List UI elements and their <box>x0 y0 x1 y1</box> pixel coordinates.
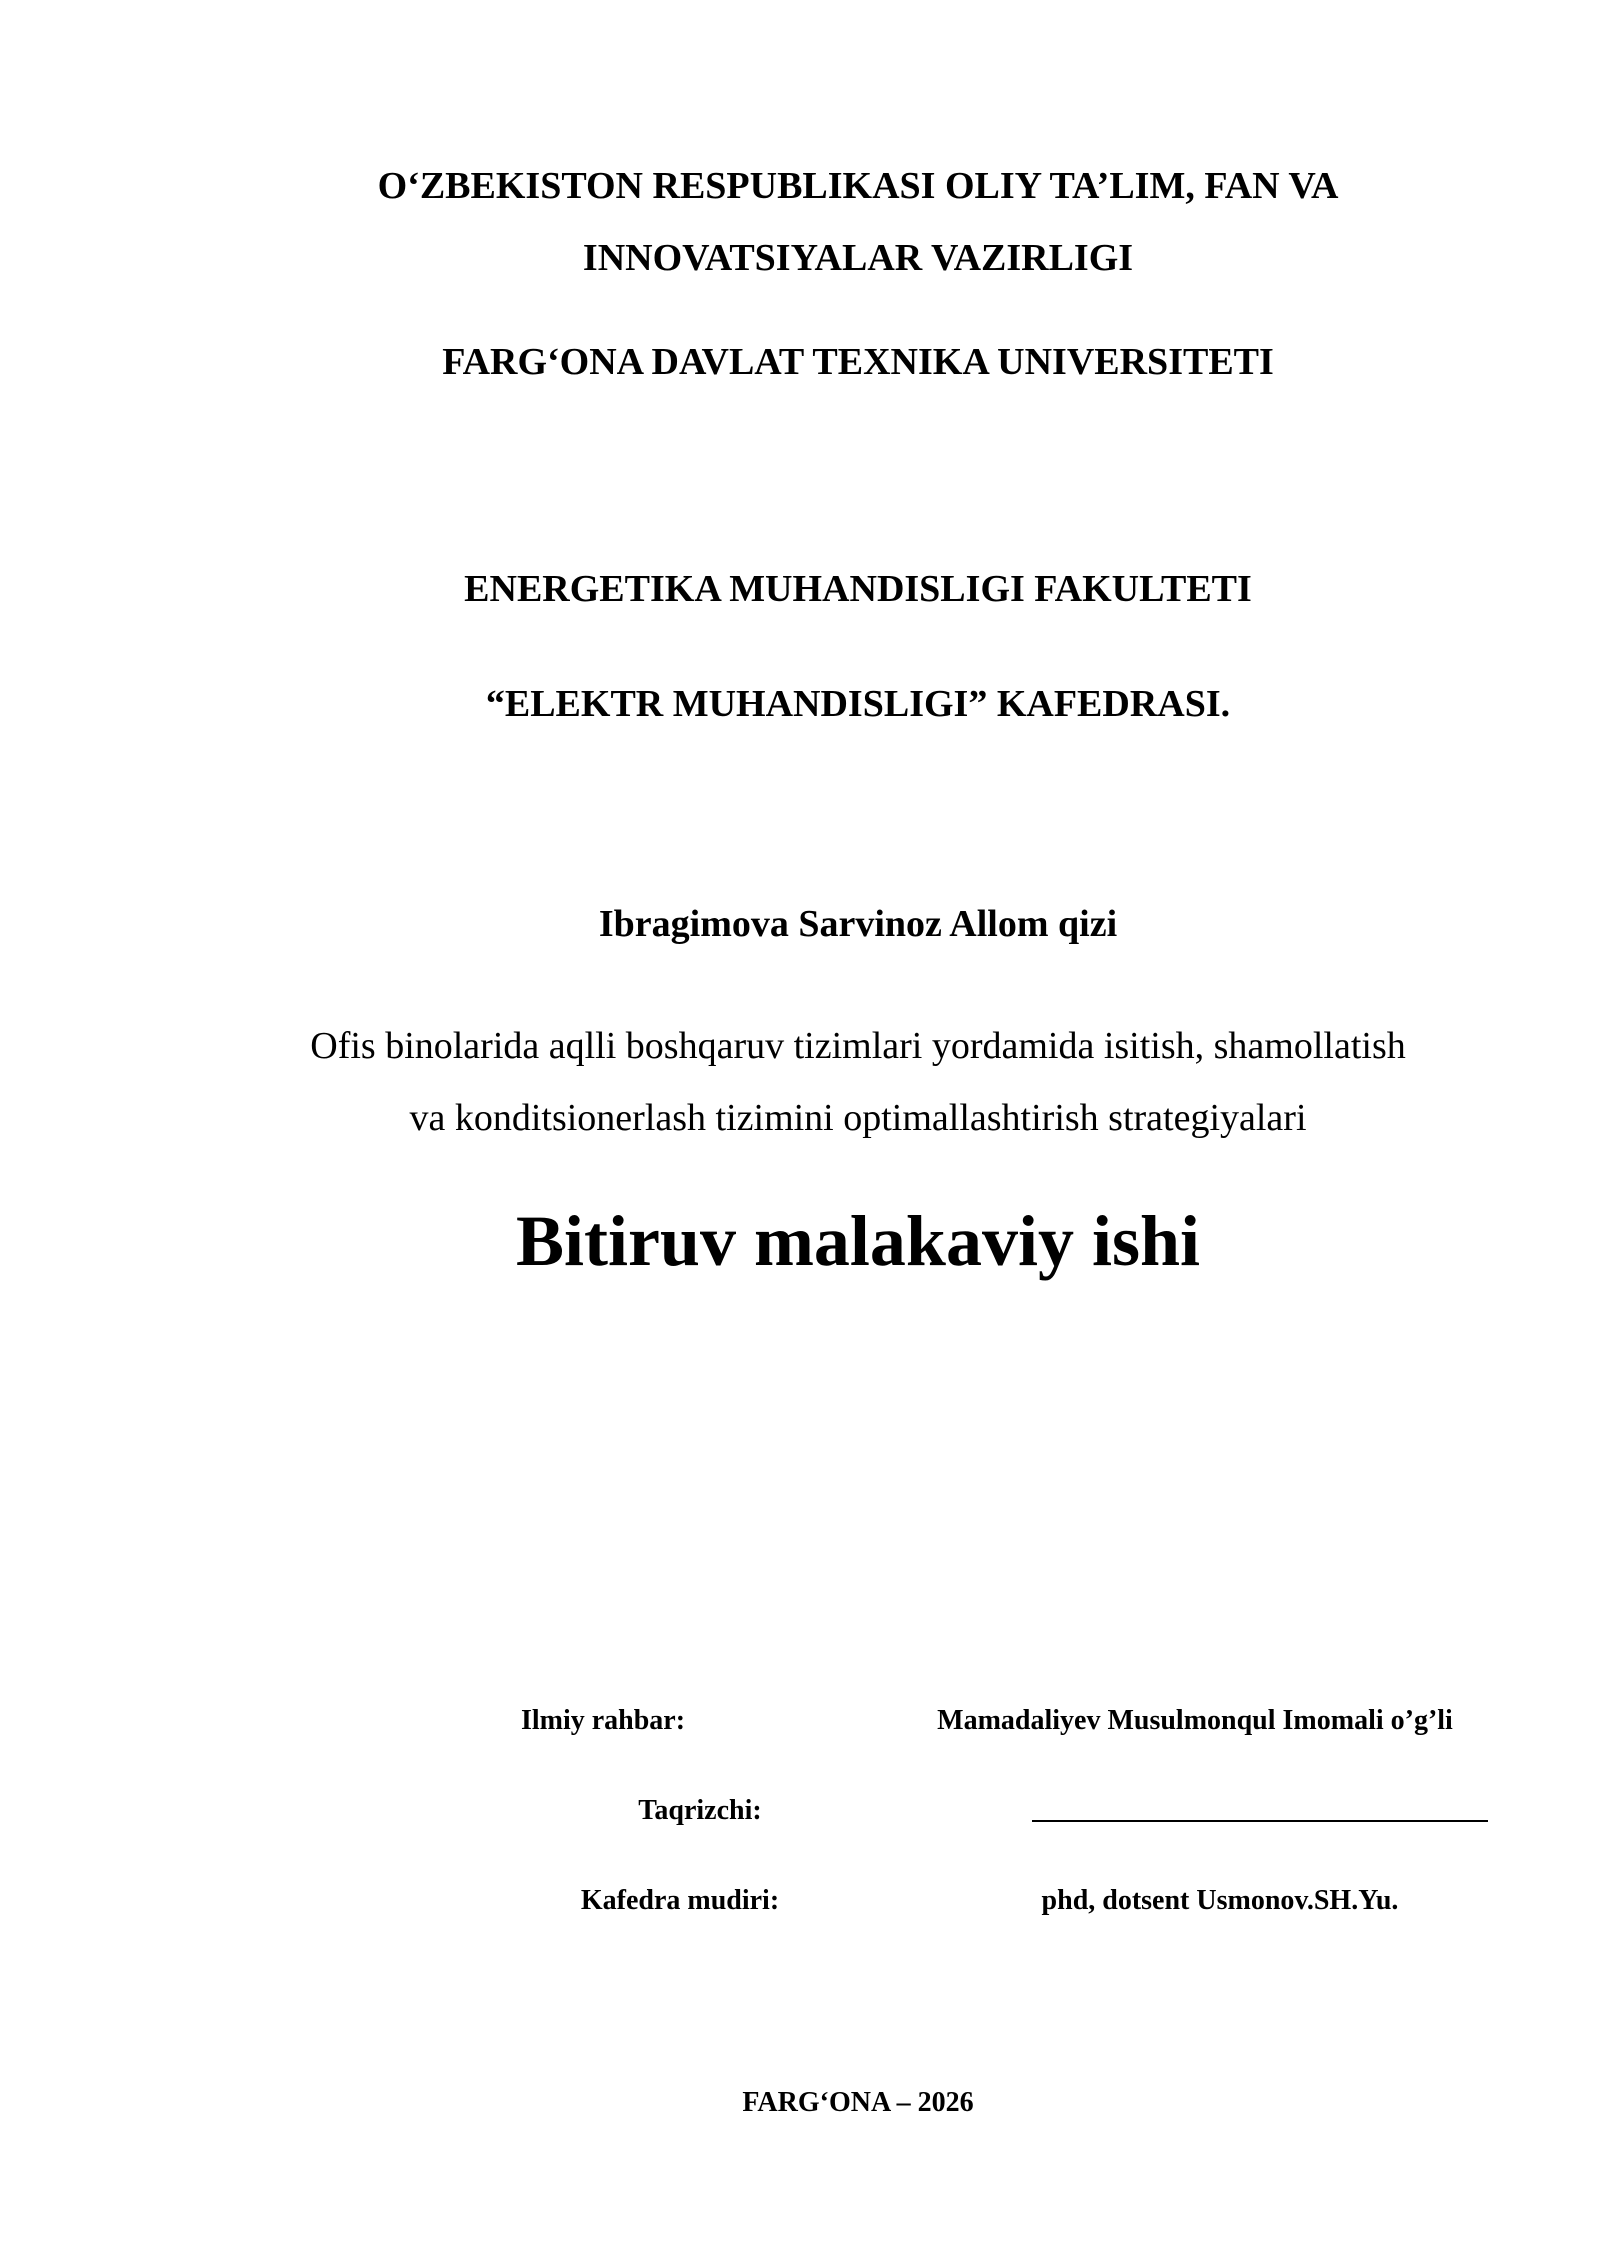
department-head-label: Kafedra mudiri: <box>580 1885 780 1916</box>
topic-line-2: va konditsionerlash tizimini optimallashtirish strategiyalari <box>409 1097 1307 1139</box>
author-name: Ibragimova Sarvinoz Allom qizi <box>598 903 1118 945</box>
ministry-line-2: INNOVATSIYALAR VAZIRLIGI <box>582 237 1134 279</box>
ministry-line-1: O‘ZBEKISTON RESPUBLIKASI OLIY TA’LIM, FAN VA <box>377 165 1339 207</box>
department-head-name: phd, dotsent Usmonov.SH.Yu. <box>1041 1885 1399 1916</box>
reviewer-label: Taqrizchi: <box>638 1795 762 1826</box>
topic-line-1: Ofis binolarida aqlli boshqaruv tizimlari yordamida isitish, shamollatish <box>310 1025 1406 1067</box>
faculty-name: ENERGETIKA MUHANDISLIGI FAKULTETI <box>464 568 1252 610</box>
reviewer-signature-line <box>1032 1820 1488 1822</box>
department-name: “ELEKTR MUHANDISLIGI” KAFEDRASI. <box>485 683 1231 725</box>
city-year: FARG‘ONA – 2026 <box>742 2087 974 2118</box>
supervisor-label: Ilmiy rahbar: <box>520 1705 686 1736</box>
document-type-title: Bitiruv malakaviy ishi <box>515 1201 1201 1281</box>
thesis-topic <box>0 1010 1600 1154</box>
supervisor-name: Mamadaliyev Musulmonqul Imomali o’g’li <box>937 1705 1453 1736</box>
ministry-heading <box>0 150 1600 294</box>
university-name: FARG‘ONA DAVLAT TEXNIKA UNIVERSITETI <box>442 341 1274 383</box>
